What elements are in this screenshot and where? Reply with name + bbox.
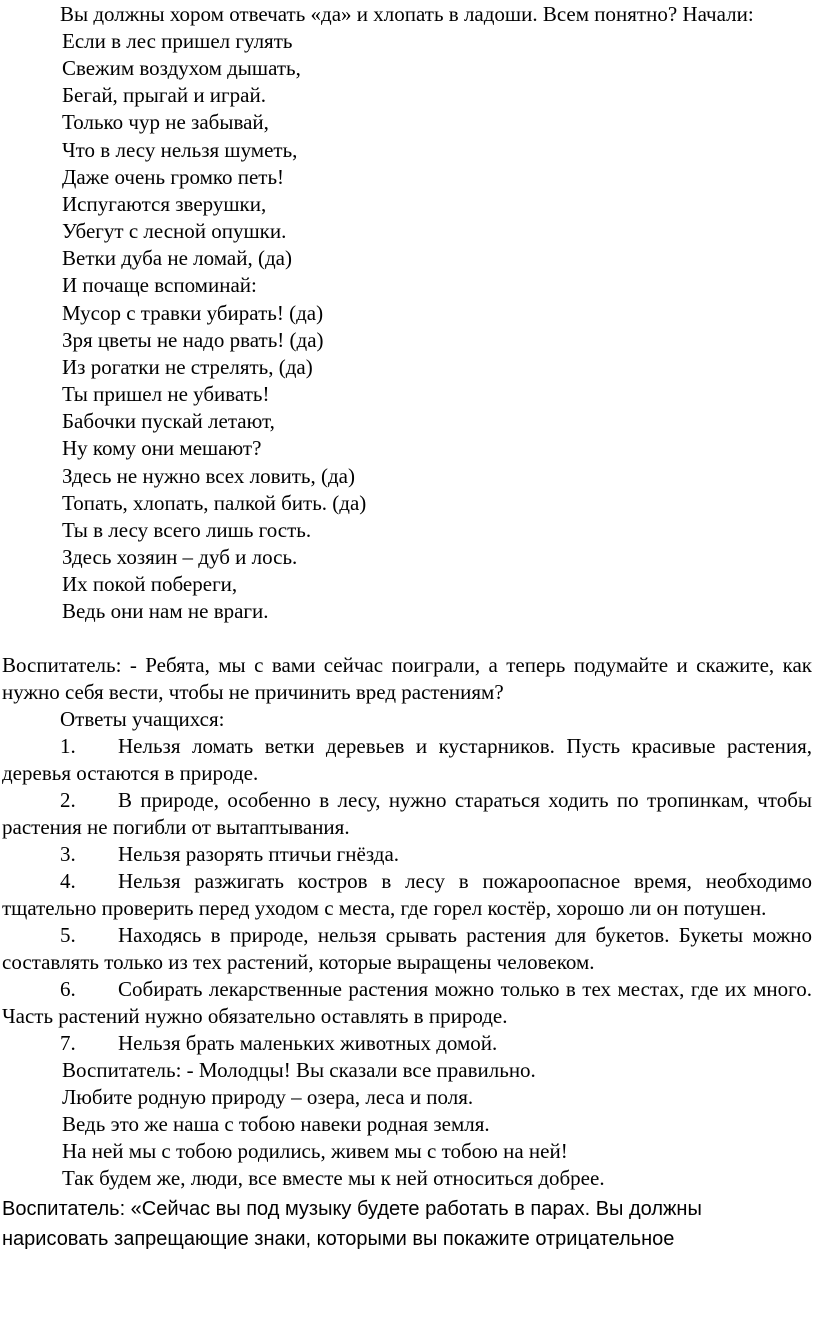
closing-line: Воспитатель: - Молодцы! Вы сказали все правильно. xyxy=(62,1058,536,1083)
answers-heading: Ответы учащихся: xyxy=(60,707,225,732)
poem-line: И почаще вспоминай: xyxy=(62,273,257,298)
answer-number: 7. xyxy=(60,1031,76,1056)
answer-text: Нельзя ломать ветки деревьев и кустарников. Пусть красивые растения, деревья остаются в природе. xyxy=(2,734,812,786)
closing-line: Так будем же, люди, все вместе мы к ней относиться добрее. xyxy=(62,1166,605,1191)
poem-line: Бегай, прыгай и играй. xyxy=(62,83,266,108)
poem-line: Топать, хлопать, палкой бить. (да) xyxy=(62,490,367,515)
answer-number: 1. xyxy=(60,734,76,759)
answer-item xyxy=(2,733,812,787)
closing-lines xyxy=(2,1057,812,1192)
answer-text: Нельзя разорять птичьи гнёзда. xyxy=(118,842,400,867)
poem-line: Свежим воздухом дышать, xyxy=(62,56,301,81)
closing-line: Ведь это же наша с тобою навеки родная земля. xyxy=(62,1112,490,1137)
answer-item xyxy=(2,841,812,868)
poem-line: Из рогатки не стрелять, (да) xyxy=(62,354,313,379)
answer-number: 6. xyxy=(60,977,76,1002)
answer-text: Собирать лекарственные растения можно только в тех местах, где их много. Часть растений нужно обязательно оставлять в природе. xyxy=(2,977,812,1029)
poem-line: Ну кому они мешают? xyxy=(62,436,262,461)
answer-item xyxy=(2,868,812,922)
poem-line: Даже очень громко петь! xyxy=(62,164,285,189)
answer-number: 3. xyxy=(60,842,76,867)
poem-line: Ветки дуба не ломай, (да) xyxy=(62,246,292,271)
poem-line: Мусор с травки убирать! (да) xyxy=(62,300,324,325)
poem xyxy=(2,28,812,625)
poem-line: Здесь не нужно всех ловить, (да) xyxy=(62,463,355,488)
answer-text: Нельзя брать маленьких животных домой. xyxy=(118,1031,498,1056)
answer-item xyxy=(2,922,812,976)
answer-text: Находясь в природе, нельзя срывать растения для букетов. Букеты можно составлять только из тех растений, которые выращены человеком. xyxy=(2,923,812,975)
closing-line: На ней мы с тобою родились, живем мы с тобою на ней! xyxy=(62,1139,568,1164)
answer-text: Нельзя разжигать костров в лесу в пожароопасное время, необходимо тщательно проверить перед уходом с места, где горел костёр, хорошо ли он потушен. xyxy=(2,869,812,921)
poem-line: Ведь они нам не враги. xyxy=(62,599,269,624)
answers-list xyxy=(2,733,812,1057)
answer-item xyxy=(2,1030,812,1057)
blank-line xyxy=(2,625,812,652)
poem-line: Испугаются зверушки, xyxy=(62,191,267,216)
poem-line: Бабочки пускай летают, xyxy=(62,409,275,434)
final-instruction: Воспитатель: «Сейчас вы под музыку будете работать в парах. Вы должны нарисовать запрещающие знаки, которыми вы покажите отрицательное xyxy=(2,1198,702,1251)
poem-line: Что в лесу нельзя шуметь, xyxy=(62,137,298,162)
poem-line: Если в лес пришел гулять xyxy=(62,29,293,53)
poem-line: Здесь хозяин – дуб и лось. xyxy=(62,544,298,569)
intro-paragraph: Вы должны хором отвечать «да» и хлопать в ладоши. Всем понятно? Начали: xyxy=(60,2,754,26)
poem-line: Убегут с лесной опушки. xyxy=(62,219,287,244)
closing-line: Любите родную природу – озера, леса и поля. xyxy=(62,1085,474,1110)
answer-text: В природе, особенно в лесу, нужно стараться ходить по тропинкам, чтобы растения не погибли от вытаптывания. xyxy=(2,788,812,840)
poem-line: Зря цветы не надо рвать! (да) xyxy=(62,327,324,352)
answer-number: 5. xyxy=(60,923,76,948)
poem-line: Только чур не забывай, xyxy=(62,110,269,135)
answer-number: 4. xyxy=(60,869,76,894)
poem-line: Их покой побереги, xyxy=(62,572,238,597)
answer-item xyxy=(2,976,812,1030)
poem-line: Ты пришел не убивать! xyxy=(62,382,270,407)
answer-number: 2. xyxy=(60,788,76,813)
teacher-question: Воспитатель: - Ребята, мы с вами сейчас поиграли, а теперь подумайте и скажите, как нужно себя вести, чтобы не причинить вред растениям? xyxy=(2,653,812,705)
answer-item xyxy=(2,787,812,841)
poem-line: Ты в лесу всего лишь гость. xyxy=(62,517,312,542)
